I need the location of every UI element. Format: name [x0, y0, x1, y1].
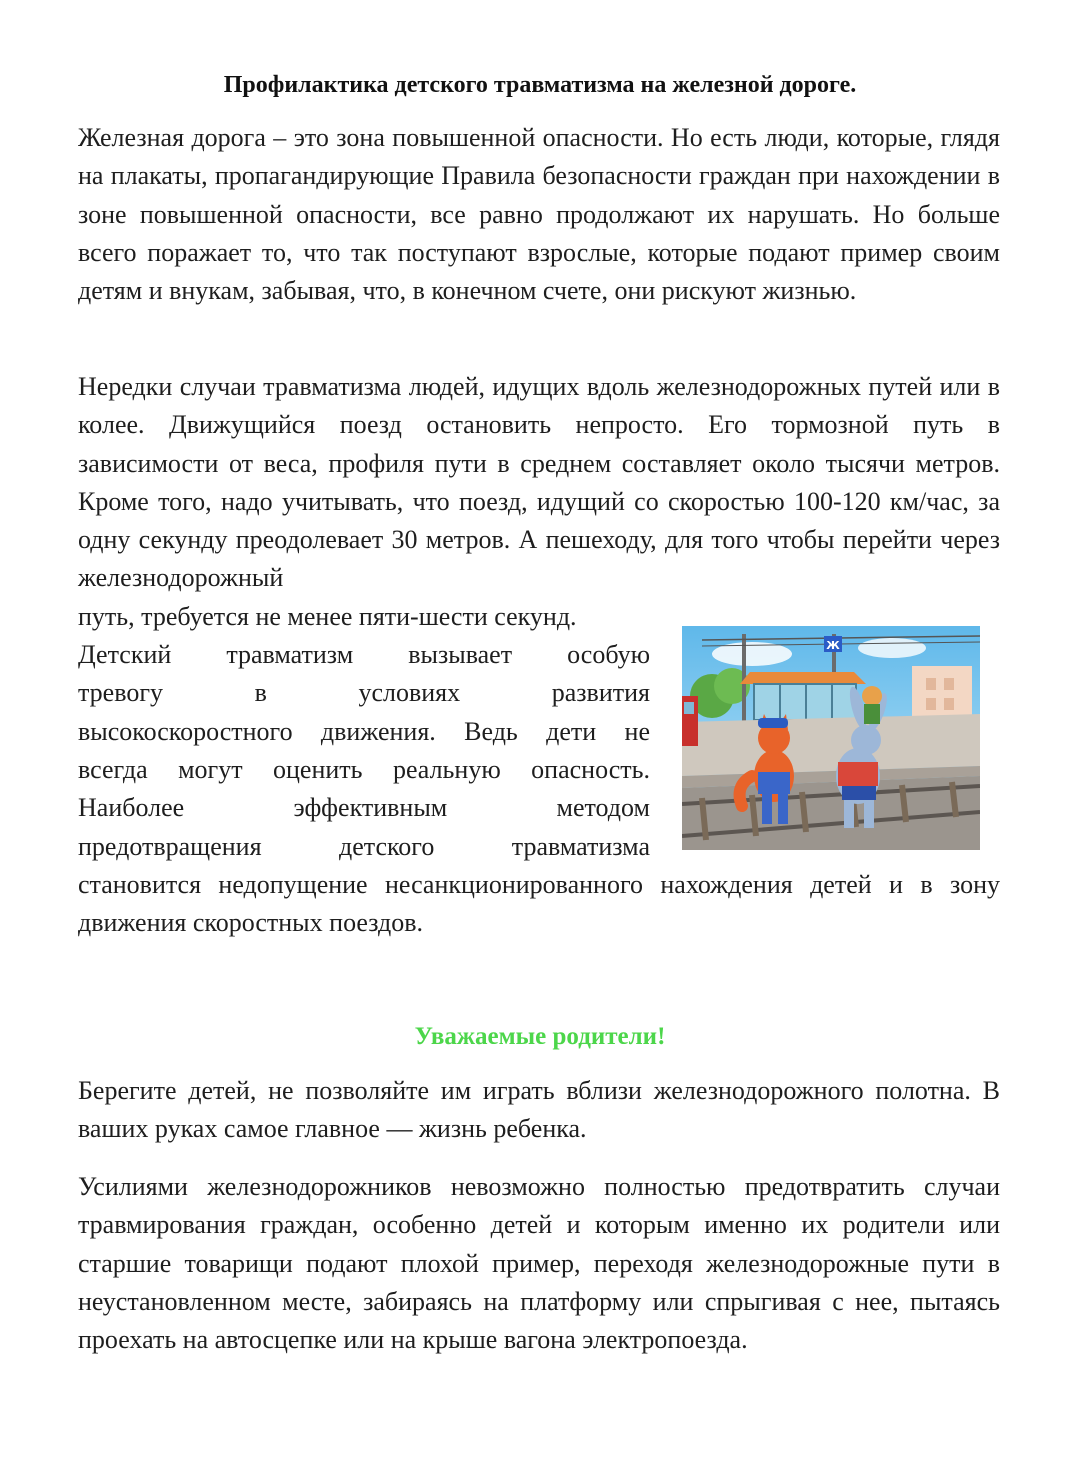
text-line: тревогу в условиях развития [78, 678, 650, 707]
text-line: всегда могут оценить реальную опасность. [78, 755, 650, 784]
paragraph-prevention-tail: становится недопущение несанкционированного нахождения детей и в зону движения скоростных поездов. [78, 870, 1000, 938]
text-line: путь, требуется не менее пяти-шести секунд. [78, 602, 577, 631]
paragraph-braking-distance: Нередки случаи травматизма людей, идущих вдоль железнодорожных путей или в колее. Движущийся поезд остановить непросто. Его тормозной путь в зависимости от веса, профиля пути в среднем составляет около тысячи метров. Кроме того, надо учитывать, что поезд, идущий со скоростью 100-120 км/час, за одну секунду преодолевает 30 метров. А пешеходу, для того чтобы перейти через железнодорожный [78, 372, 1000, 593]
paragraph-protect-children: Берегите детей, не позволяйте им играть вблизи железнодорожного полотна. В ваших руках самое главное — жизнь ребенка. [78, 1076, 1000, 1144]
paragraph-railway-danger: Железная дорога – это зона повышенной опасности. Но есть люди, которые, глядя на плакаты, пропагандирующие Правила безопасности граждан при нахождении в зоне повышенной опасности, все равно продолжают их нарушать. Но больше всего поражает то, что так поступают взрослые, которые подают пример своим детям и внукам, забывая, что, в конечном счете, они рискуют жизнью. [78, 123, 1000, 306]
paragraph-bad-example: Усилиями железнодорожников невозможно полностью предотвратить случаи травмирования граждан, особенно детей и которым именно их родители или старшие товарищи подают плохой пример, переходя железнодорожные пути в неустановленном месте, забираясь на платформу или спрыгивая с нее, пытаясь проехать на автосцепке или на крыше вагона электропоезда. [78, 1172, 1000, 1355]
text-line: Детский травматизм вызывает особую [78, 640, 650, 669]
text-line: высокоскоростного движения. Ведь дети не [78, 717, 650, 746]
parents-heading: Уважаемые родители! [414, 1023, 666, 1050]
document-title: Профилактика детского травматизма на железной дороге. [223, 72, 857, 98]
text-line: Наиболее эффективным методом [78, 793, 650, 822]
text-line: предотвращения детского травматизма [78, 832, 650, 861]
railway-cartoon-illustration [682, 626, 980, 850]
station-sign-label: Ж [826, 639, 840, 652]
